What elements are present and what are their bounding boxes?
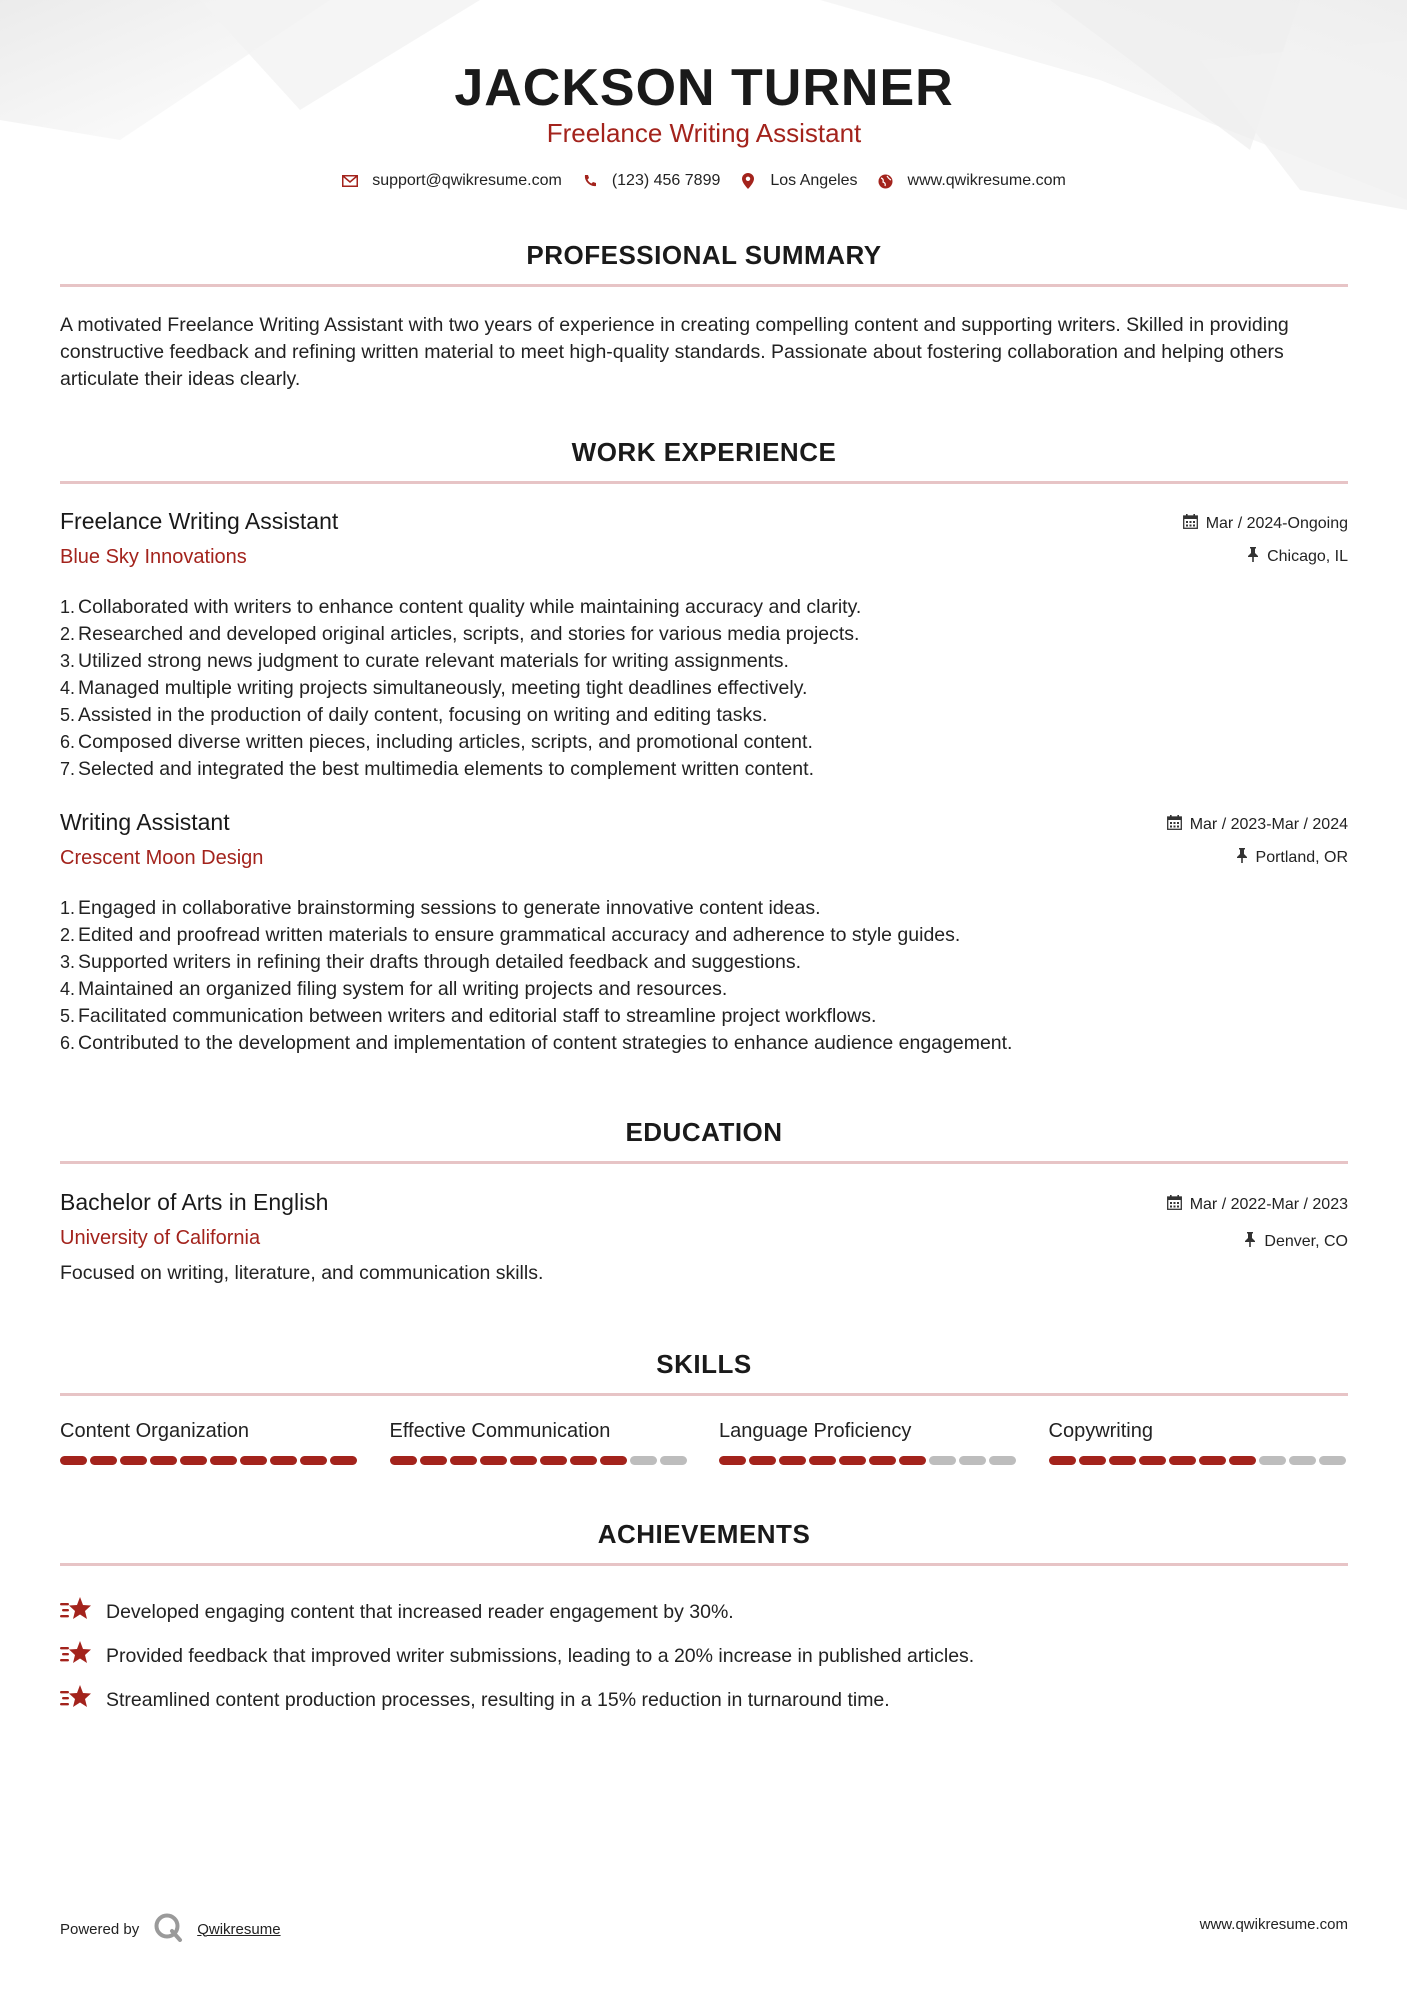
skill-segment-filled	[869, 1456, 896, 1465]
job-location-text: Chicago, IL	[1267, 548, 1348, 565]
job-entry	[60, 508, 1348, 783]
section-divider	[60, 1161, 1348, 1164]
list-item: 5. Assisted in the production of daily content, focusing on writing and editing tasks.	[60, 704, 768, 726]
star-icon	[60, 1683, 92, 1717]
skill-segment-filled	[180, 1456, 207, 1465]
list-item: 6. Composed diverse written pieces, including articles, scripts, and promotional content.	[60, 731, 813, 753]
job-header	[60, 508, 1348, 580]
skill-name: Language Proficiency	[719, 1420, 912, 1442]
skill-segment-empty	[630, 1456, 657, 1465]
skill-segment-filled	[210, 1456, 237, 1465]
skill-segment-filled	[150, 1456, 177, 1465]
skill-segment-filled	[120, 1456, 147, 1465]
powered-by	[60, 1912, 281, 1946]
job-date-text: Mar / 2023-Mar / 2024	[1189, 816, 1348, 833]
skill-segment-filled	[540, 1456, 567, 1465]
calendar-icon	[1167, 1195, 1182, 1215]
education-date	[1167, 1195, 1348, 1215]
section-divider	[60, 1393, 1348, 1396]
skill-level-bar	[390, 1456, 690, 1465]
candidate-name: JACKSON TURNER	[454, 59, 954, 117]
job-title: Freelance Writing Assistant	[60, 508, 339, 534]
skill-segment-filled	[240, 1456, 267, 1465]
contact-phone[interactable]	[582, 172, 721, 190]
education-entry	[60, 1189, 1348, 1261]
pushpin-icon	[1244, 1232, 1256, 1252]
job-bullets	[60, 594, 1348, 783]
achievements-list	[60, 1590, 1348, 1722]
skill-segment-filled	[1049, 1456, 1076, 1465]
list-item: 2. Edited and proofread written materials to ensure grammatical accuracy and adherence to style guides.	[60, 924, 961, 946]
job-location	[1247, 547, 1348, 567]
list-item	[60, 1634, 1348, 1678]
section-title-summary: PROFESSIONAL SUMMARY	[526, 240, 882, 270]
envelope-icon	[342, 173, 358, 189]
skill-segment-filled	[899, 1456, 926, 1465]
star-icon	[60, 1595, 92, 1629]
skill-segment-filled	[600, 1456, 627, 1465]
education-date-text: Mar / 2022-Mar / 2023	[1189, 1196, 1348, 1213]
skill-segment-filled	[1169, 1456, 1196, 1465]
contact-phone-text: (123) 456 7899	[611, 172, 721, 189]
contact-location	[740, 172, 857, 190]
achievement-text: Streamlined content production processes, resulting in a 15% reduction in turnaround time.	[106, 1688, 890, 1711]
skill-segment-filled	[1199, 1456, 1226, 1465]
section-title-achievements: ACHIEVEMENTS	[597, 1519, 811, 1549]
skill-segment-filled	[1229, 1456, 1256, 1465]
contact-location-text: Los Angeles	[770, 172, 858, 189]
list-item: 4. Managed multiple writing projects simultaneously, meeting tight deadlines effectively.	[60, 677, 808, 699]
list-item: 1. Collaborated with writers to enhance content quality while maintaining accuracy and clarity.	[60, 596, 862, 618]
job-bullets	[60, 895, 1348, 1057]
powered-by-label: Powered by	[60, 1920, 140, 1938]
skill-item	[719, 1420, 1019, 1465]
skill-name: Copywriting	[1048, 1420, 1153, 1442]
section-title-experience: WORK EXPERIENCE	[571, 437, 837, 467]
candidate-title: Freelance Writing Assistant	[546, 118, 862, 148]
contact-email-text: support@qwikresume.com	[372, 172, 562, 189]
education-degree: Bachelor of Arts in English	[60, 1189, 329, 1215]
map-pin-icon	[740, 173, 756, 189]
skill-segment-filled	[420, 1456, 447, 1465]
education-description: Focused on writing, literature, and communication skills.	[60, 1262, 544, 1284]
pushpin-icon	[1247, 547, 1259, 567]
skill-segment-filled	[390, 1456, 417, 1465]
skill-segment-filled	[450, 1456, 477, 1465]
skill-segment-filled	[809, 1456, 836, 1465]
skill-segment-filled	[1079, 1456, 1106, 1465]
achievement-text: Developed engaging content that increased reader engagement by 30%.	[106, 1600, 734, 1623]
skill-segment-empty	[929, 1456, 956, 1465]
page-footer	[60, 1900, 1348, 1940]
skill-segment-filled	[90, 1456, 117, 1465]
job-date	[1167, 815, 1348, 835]
list-item: 5. Facilitated communication between writers and editorial staff to streamline project workflows.	[60, 1005, 877, 1027]
skill-segment-empty	[989, 1456, 1016, 1465]
job-date	[1183, 514, 1348, 534]
contact-website[interactable]	[878, 172, 1066, 190]
list-item: 3. Utilized strong news judgment to curate relevant materials for writing assignments.	[60, 650, 789, 672]
list-item: 2. Researched and developed original articles, scripts, and stories for various media projects.	[60, 623, 860, 645]
skill-segment-filled	[300, 1456, 327, 1465]
skill-item	[1049, 1420, 1349, 1465]
skill-level-bar	[719, 1456, 1019, 1465]
skill-segment-filled	[330, 1456, 357, 1465]
skill-segment-filled	[270, 1456, 297, 1465]
job-company: Blue Sky Innovations	[60, 546, 247, 568]
list-item: 4. Maintained an organized filing system for all writing projects and resources.	[60, 978, 728, 1000]
job-entry	[60, 809, 1348, 1057]
education-school: University of California	[60, 1227, 261, 1249]
job-title: Writing Assistant	[60, 809, 230, 835]
qwikresume-link[interactable]: Qwikresume	[197, 1920, 281, 1938]
globe-icon	[878, 173, 894, 189]
summary-text: A motivated Freelance Writing Assistant with two years of experience in creating compelling content and supporting writers. Skilled in providing constructive feedback and refining written material to meet high-quality standards. Passionate about fostering collaboration and helping others articulate their ideas clearly.	[60, 314, 1289, 390]
section-title-education: EDUCATION	[625, 1117, 783, 1147]
skill-segment-filled	[749, 1456, 776, 1465]
contact-email[interactable]	[342, 172, 562, 190]
list-item	[60, 1678, 1348, 1722]
job-header	[60, 809, 1348, 881]
list-item: 7. Selected and integrated the best multimedia elements to complement written content.	[60, 758, 814, 780]
job-location	[1236, 848, 1348, 868]
education-header	[60, 1189, 1348, 1261]
qwikresume-logo-icon	[153, 1912, 183, 1946]
list-item: 1. Engaged in collaborative brainstorming sessions to generate innovative content ideas.	[60, 897, 821, 919]
education-location-text: Denver, CO	[1264, 1233, 1348, 1250]
calendar-icon	[1167, 815, 1182, 835]
skill-segment-filled	[60, 1456, 87, 1465]
skill-level-bar	[1049, 1456, 1349, 1465]
section-divider	[60, 481, 1348, 484]
job-location-text: Portland, OR	[1255, 849, 1348, 866]
list-item	[60, 1590, 1348, 1634]
list-item: 6. Contributed to the development and implementation of content strategies to enhance audience engagement.	[60, 1032, 1013, 1054]
skill-segment-empty	[959, 1456, 986, 1465]
job-date-text: Mar / 2024-Ongoing	[1205, 515, 1348, 532]
skill-name: Effective Communication	[389, 1420, 611, 1442]
contact-website-text: www.qwikresume.com	[907, 172, 1066, 189]
skill-level-bar	[60, 1456, 360, 1465]
skill-segment-empty	[1319, 1456, 1346, 1465]
skill-segment-empty	[660, 1456, 687, 1465]
skill-item	[60, 1420, 360, 1465]
skill-segment-filled	[719, 1456, 746, 1465]
list-item: 3. Supported writers in refining their drafts through detailed feedback and suggestions.	[60, 951, 802, 973]
calendar-icon	[1183, 514, 1198, 534]
skill-segment-filled	[570, 1456, 597, 1465]
skill-segment-filled	[480, 1456, 507, 1465]
section-title-skills: SKILLS	[656, 1349, 752, 1379]
skill-segment-empty	[1289, 1456, 1316, 1465]
phone-icon	[582, 173, 598, 189]
footer-website[interactable]: www.qwikresume.com	[1199, 1916, 1348, 1933]
job-company: Crescent Moon Design	[60, 847, 264, 869]
skill-segment-filled	[779, 1456, 806, 1465]
skill-name: Content Organization	[60, 1420, 250, 1442]
contact-bar	[60, 172, 1348, 190]
star-icon	[60, 1639, 92, 1673]
section-divider	[60, 284, 1348, 287]
skills-list	[60, 1420, 1348, 1465]
skill-segment-filled	[839, 1456, 866, 1465]
education-location	[1244, 1232, 1348, 1252]
skill-item	[390, 1420, 690, 1465]
skill-segment-filled	[1139, 1456, 1166, 1465]
skill-segment-empty	[1259, 1456, 1286, 1465]
section-divider	[60, 1563, 1348, 1566]
skill-segment-filled	[1109, 1456, 1136, 1465]
skill-segment-filled	[510, 1456, 537, 1465]
achievement-text: Provided feedback that improved writer submissions, leading to a 20% increase in published articles.	[106, 1644, 975, 1667]
pushpin-icon	[1236, 848, 1248, 868]
